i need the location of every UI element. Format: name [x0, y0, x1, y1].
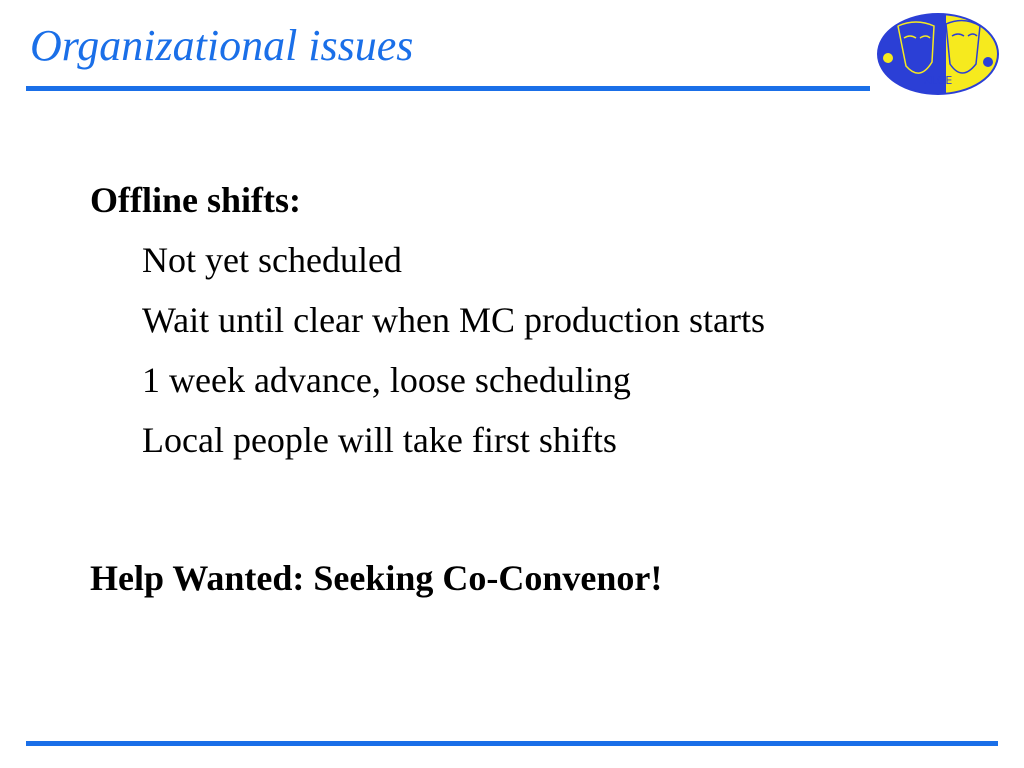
section-heading: Offline shifts: [90, 180, 301, 220]
kloe-masks-logo-icon [876, 12, 1000, 96]
help-wanted-callout: Help Wanted: Seeking Co-Convenor! [90, 558, 663, 598]
title-underline [26, 86, 870, 91]
logo-wordmark: KLOE [923, 74, 953, 87]
list-item: Not yet scheduled [142, 240, 402, 280]
list-item: Wait until clear when MC production starts [142, 300, 765, 340]
slide-title: Organizational issues [30, 21, 414, 70]
list-item: Local people will take first shifts [142, 420, 617, 460]
list-item: 1 week advance, loose scheduling [142, 360, 631, 400]
footer-rule [26, 741, 998, 746]
